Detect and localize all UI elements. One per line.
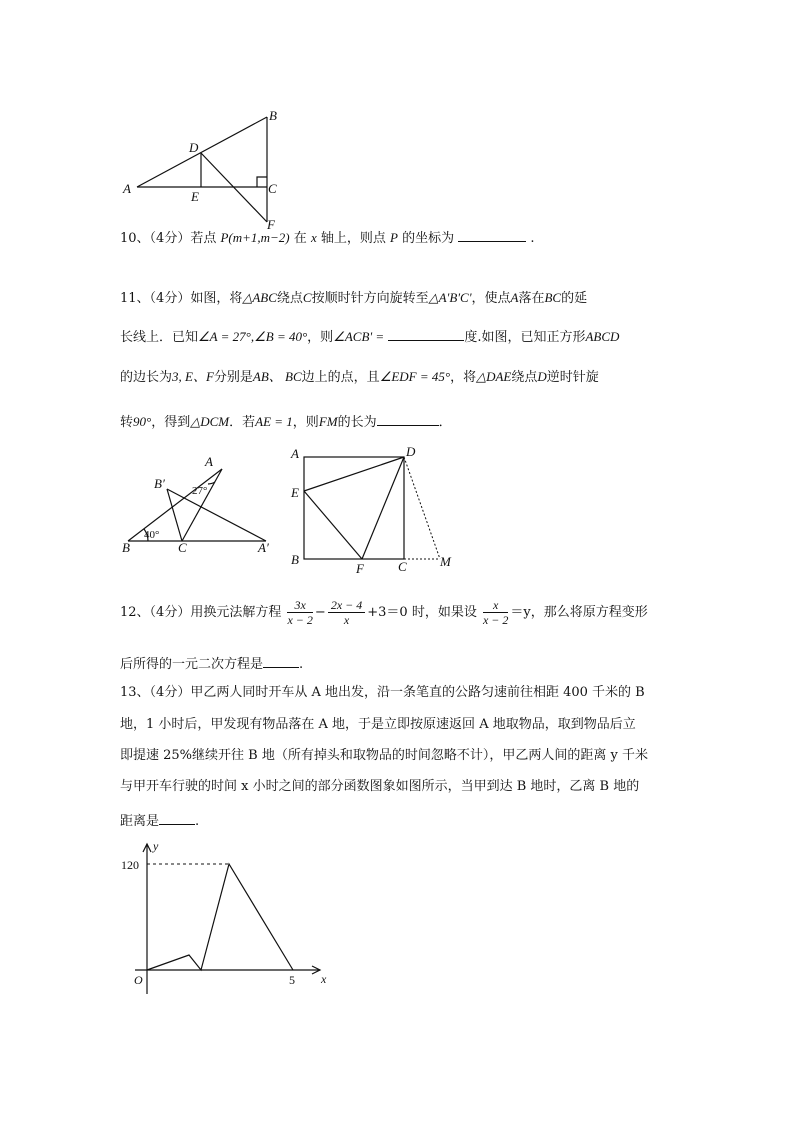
label-E: E (191, 189, 199, 204)
graph-line (147, 864, 293, 970)
label-F: F (267, 217, 275, 230)
fig2-label-B: B (122, 540, 130, 555)
graph-x-tick-5: 5 (289, 973, 295, 987)
figure-2 (118, 452, 278, 557)
graph-x-axis-label: x (321, 972, 327, 986)
question-12-line-2: 后所得的一元二次方程是 . (120, 657, 304, 672)
fig2-angle-40: 40° (144, 529, 160, 541)
question-11-line-1: 11、（4分）如图，将△ABC绕点C按顺时针方向旋转至△A'B'C'，使点A落在BC的延 (120, 290, 588, 306)
label-C: C (268, 181, 277, 196)
question-12-line-1: 12、（4分）用换元法解方程 $\frac{3x}{x - 2}$ − $\frac{2x - 4}{x}$ +3＝0 时，如果设 $\frac{x}{x - 2}$ ＝y，那么将原方程变形 (120, 598, 648, 627)
answer-blank-11a[interactable] (388, 328, 464, 341)
fig3-label-E: E (291, 485, 299, 500)
question-13-line-1: 13、（4分）甲乙两人同时开车从 A 地出发，沿一条笔直的公路匀速前往相距 400 千米的 B (120, 685, 645, 700)
question-13-line-4: 与甲开车行驶的时间 x 小时之间的部分函数图象如图所示，当甲到达 B 地时，乙离 B 地的 (120, 779, 640, 794)
question-13-line-3: 即提速 25%继续开往 B 地（所有掉头和取物品的时间忽略不计），甲乙两人间的距离 y 千米 (120, 748, 648, 763)
fig2-angle-27: 27° (192, 485, 208, 497)
answer-blank-11b[interactable] (377, 413, 439, 426)
label-B: B (269, 108, 277, 123)
fig3-label-M: M (440, 554, 451, 569)
label-A: A (123, 181, 131, 196)
graph-y-tick-120: 120 (121, 858, 139, 872)
answer-blank-13[interactable] (159, 812, 195, 825)
graph-origin-label: O (134, 973, 143, 987)
label-D: D (189, 140, 199, 155)
fig2-label-A: A (205, 454, 213, 469)
question-11-line-4: 转90°，得到△DCM．若AE = 1，则FM的长为 ． (120, 414, 452, 430)
figure-1 (115, 105, 290, 230)
fig3-label-C: C (398, 559, 407, 574)
fig3-label-F: F (356, 561, 364, 574)
question-11-line-3: 的边长为3, E、F分别是AB、 BC边上的点，且∠EDF = 45°，将△DAE绕点D逆时针旋 (120, 369, 599, 385)
question-13-line-2: 地，1 小时后，甲发现有物品落在 A 地，于是立即按原速返回 A 地取物品，取到物品后立 (120, 717, 636, 732)
fig2-label-B-prime: B′ (154, 476, 165, 491)
answer-blank-10[interactable] (458, 229, 526, 242)
question-11-line-2: 长线上．已知∠A = 27°,∠B = 40°，则∠ACB' = 度.如图，已知正方形ABCD (120, 329, 620, 345)
figure-3 (285, 442, 460, 574)
fig3-label-A: A (291, 446, 299, 461)
answer-blank-12[interactable] (263, 655, 299, 668)
fig3-label-B: B (291, 552, 299, 567)
fraction-x-over-x-2: $\frac{x}{x - 2}$ (482, 598, 509, 627)
fig2-label-A-prime: A′ (258, 540, 269, 555)
fig2-label-C: C (178, 540, 187, 555)
function-graph (115, 838, 340, 998)
question-13-line-5: 距离是 . (120, 814, 200, 829)
question-10: 10、（4分）若点 P(m+1,m−2) 在 x 轴上，则点 P 的坐标为 . (120, 230, 535, 246)
graph-y-axis-label: y (153, 839, 159, 853)
fraction-2x-4-over-x: $\frac{2x - 4}{x}$ (328, 598, 365, 627)
fig3-label-D: D (406, 444, 416, 459)
fraction-3x-over-x-2: $\frac{3x}{x - 2}$ (287, 598, 313, 627)
